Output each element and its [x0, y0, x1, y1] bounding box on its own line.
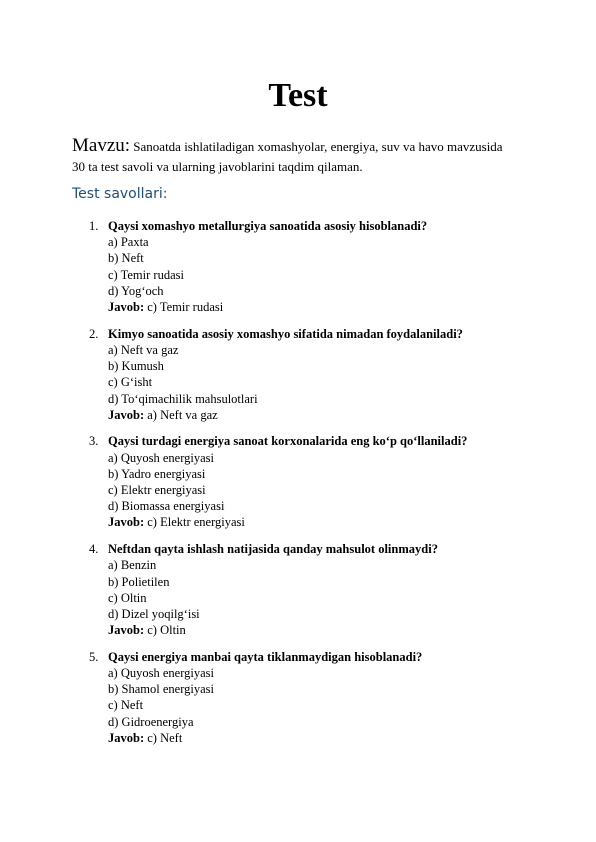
topic-label-text: Mavzu — [72, 135, 125, 156]
answer-value: c) Oltin — [144, 623, 186, 638]
answer-label: Javob: — [108, 515, 145, 530]
answer-option: b) Kumush — [108, 359, 164, 374]
answer-label: Javob: — [108, 730, 145, 745]
answer-label: Javob: — [108, 407, 145, 422]
answer-value: a) Neft va gaz — [144, 407, 218, 422]
answer-value: c) Temir rudasi — [144, 300, 224, 315]
answer-option: a) Benzin — [108, 558, 157, 573]
answer-option: b) Polietilen — [108, 574, 170, 589]
answer-line — [108, 299, 596, 315]
question-item — [0, 326, 596, 423]
question-number: 2. — [89, 326, 99, 341]
answer-option: c) Elektr energiyasi — [108, 483, 206, 498]
answer-option: d) To‘qimachilik mahsulotlari — [108, 391, 258, 406]
answer-line — [108, 730, 596, 746]
answer-option: d) Gidroenergiya — [108, 714, 194, 729]
topic-text: Sanoatda ishlatiladigan xomashyolar, energiya, suv va havo mavzusida 30 ta test savoli va ularning javoblarini taqdim qilaman. — [72, 139, 503, 174]
answer-option: b) Shamol energiyasi — [108, 682, 214, 697]
question-body — [108, 649, 596, 746]
question-item — [0, 433, 596, 530]
answer-label: Javob: — [108, 623, 145, 638]
question-body — [108, 218, 596, 315]
answer-line — [108, 514, 596, 530]
answer-option: c) Oltin — [108, 590, 147, 605]
intro-paragraph — [72, 136, 512, 177]
answer-option: d) Biomassa energiyasi — [108, 499, 225, 514]
question-text: Qaysi energiya manbai qayta tiklanmaydigan hisoblanadi? — [108, 649, 423, 664]
answer-option: a) Quyosh energiyasi — [108, 666, 214, 681]
question-text: Qaysi xomashyo metallurgiya sanoatida asosiy hisoblanadi? — [108, 219, 428, 233]
section-heading: Test savollari: — [72, 186, 168, 202]
answer-option: c) Temir rudasi — [108, 267, 184, 282]
question-item — [0, 649, 596, 746]
question-number: 4. — [89, 542, 99, 557]
answer-option: b) Neft — [108, 251, 144, 266]
answer-line — [108, 407, 596, 423]
question-list — [0, 218, 596, 757]
answer-option: a) Paxta — [108, 235, 149, 250]
answer-option: c) Neft — [108, 698, 144, 713]
answer-value: c) Elektr energiyasi — [144, 515, 245, 530]
answer-label: Javob: — [108, 300, 145, 315]
answer-value: c) Neft — [144, 730, 183, 745]
question-number: 5. — [89, 649, 99, 664]
question-body — [108, 433, 596, 530]
answer-option: d) Dizel yoqilg‘isi — [108, 606, 200, 621]
question-item — [0, 218, 596, 315]
topic-label-colon: : — [124, 135, 131, 156]
topic-label — [72, 135, 130, 156]
question-number: 3. — [89, 434, 99, 449]
answer-line — [108, 622, 596, 638]
question-item — [0, 541, 596, 638]
answer-option: a) Quyosh energiyasi — [108, 450, 214, 465]
question-text: Qaysi turdagi energiya sanoat korxonalarida eng ko‘p qo‘llaniladi? — [108, 434, 468, 449]
answer-option: a) Neft va gaz — [108, 342, 179, 357]
question-text: Kimyo sanoatida asosiy xomashyo sifatida nimadan foydalaniladi? — [108, 326, 463, 341]
question-number: 1. — [89, 219, 99, 233]
page-title: Test — [268, 77, 328, 114]
question-text: Neftdan qayta ishlash natijasida qanday mahsulot olinmaydi? — [108, 542, 438, 557]
answer-option: d) Yog‘och — [108, 283, 164, 298]
question-body — [108, 326, 596, 423]
answer-option: b) Yadro energiyasi — [108, 466, 206, 481]
question-body — [108, 541, 596, 638]
answer-option: c) G‘isht — [108, 375, 153, 390]
